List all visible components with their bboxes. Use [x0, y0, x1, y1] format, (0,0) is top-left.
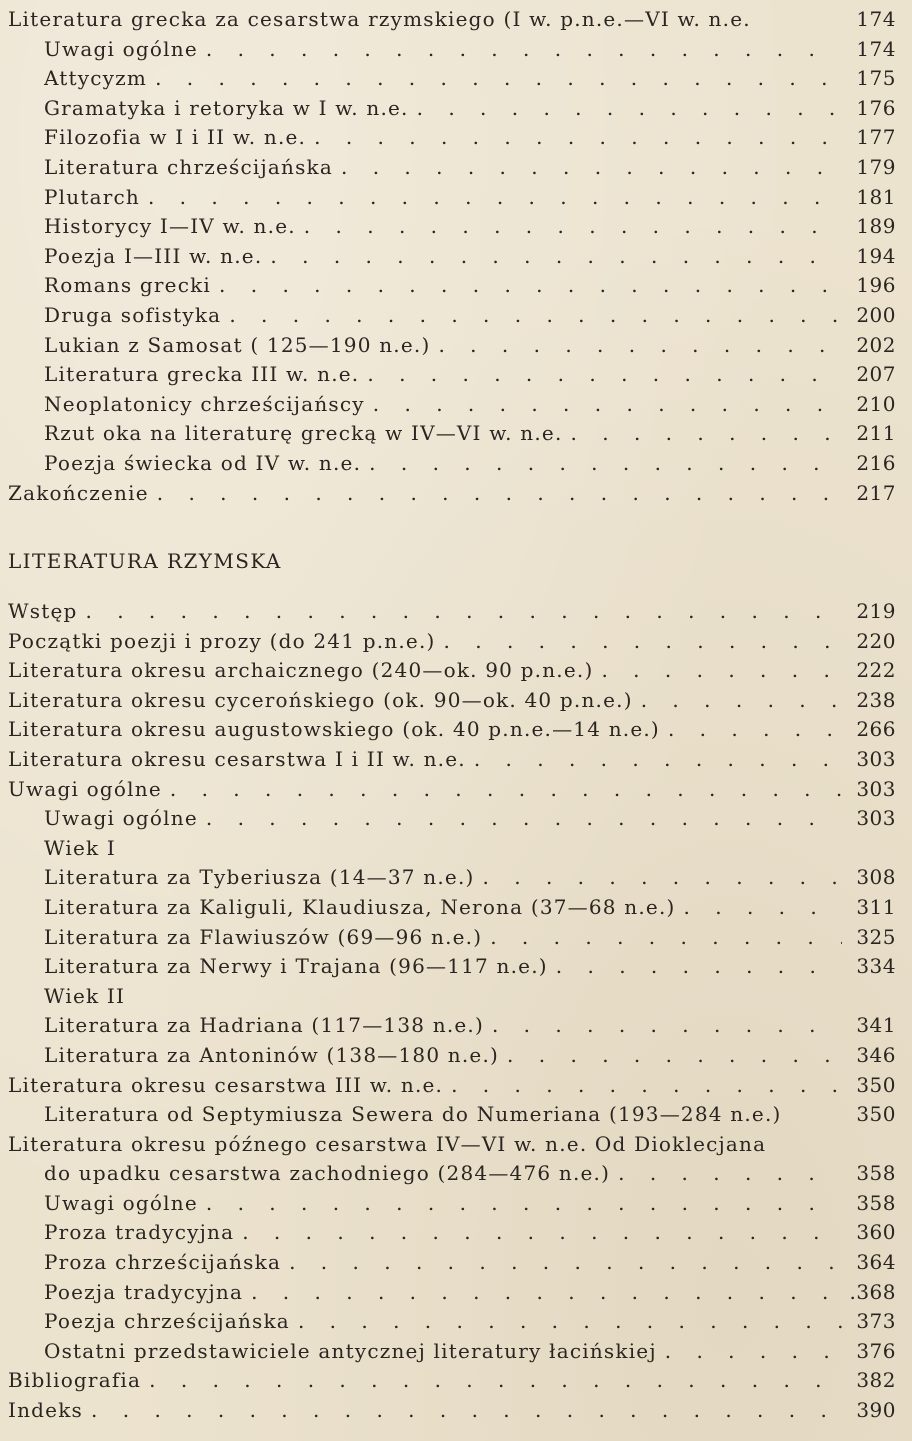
- toc-entry-title: Romans grecki: [44, 273, 212, 298]
- toc-entry: [0, 360, 912, 390]
- toc-entry-text: [44, 64, 842, 94]
- toc-entry-title: Poezja tradycyjna: [44, 1279, 244, 1304]
- toc-entry-title: Literatura okresu cycerońskiego (ok. 90—ok. 40 p.n.e.): [8, 687, 633, 712]
- toc-entry-title: Poezja chrześcijańska: [44, 1309, 290, 1334]
- toc-page-number: 175: [856, 66, 896, 91]
- toc-entry-text: [44, 360, 842, 390]
- toc-page-number: 266: [856, 717, 896, 742]
- toc-entry: [0, 686, 912, 716]
- toc-entry-title: Proza tradycyjna: [44, 1220, 235, 1245]
- toc-entry-text: [44, 331, 842, 361]
- toc-entry-title: Literatura okresu późnego cesarstwa IV—VI w. n.e. Od Dioklecjana: [8, 1131, 767, 1156]
- toc-entry-text: [44, 863, 842, 893]
- toc-entry-text: [44, 301, 842, 331]
- toc-entry: [0, 1218, 912, 1248]
- toc-entry-title: Bibliografia: [8, 1368, 142, 1393]
- toc-page-number: 177: [856, 125, 896, 150]
- toc-entry: [0, 5, 912, 35]
- toc-entry: [0, 1337, 912, 1367]
- toc-entry-title: Poezja I—III w. n.e.: [44, 243, 263, 268]
- toc-entry: [0, 183, 912, 213]
- dot-leader: [206, 1189, 842, 1219]
- toc-entry: [0, 1011, 912, 1041]
- toc-page-number: 360: [856, 1220, 896, 1245]
- toc-entry: [0, 982, 912, 1012]
- toc-entry: [0, 479, 912, 509]
- dot-leader: [483, 863, 842, 893]
- toc-entry-title: Literatura okresu cesarstwa III w. n.e.: [8, 1072, 444, 1097]
- dot-leader: [601, 656, 842, 686]
- dot-leader: [298, 1307, 842, 1337]
- toc-entry-text: [44, 419, 842, 449]
- toc-entry-title: Ostatni przedstawiciele antycznej literatury łacińskiej: [44, 1338, 657, 1363]
- dot-leader: [251, 1278, 842, 1308]
- toc-page-number: 376: [856, 1338, 896, 1363]
- toc-entry-text: [44, 1189, 842, 1219]
- toc-entry: [0, 153, 912, 183]
- toc-entry-title: Rzut oka na literaturę grecką w IV—VI w. n.e.: [44, 421, 563, 446]
- toc-page-number: 303: [856, 776, 896, 801]
- toc-entry: [0, 331, 912, 361]
- toc-entry-text: [44, 212, 842, 242]
- section-heading-roman-literature: LITERATURA RZYMSKA: [8, 549, 282, 573]
- dot-leader: [157, 479, 842, 509]
- toc-entry-title: Literatura od Septymiusza Sewera do Numeriana (193—284 n.e.): [44, 1102, 782, 1127]
- toc-page-number: 382: [856, 1368, 896, 1393]
- toc-entry-title: Wiek II: [44, 983, 126, 1008]
- toc-entry-title: Literatura za Tyberiusza (14—37 n.e.): [44, 865, 475, 890]
- toc-page-number: 174: [856, 36, 896, 61]
- toc-page-number: 303: [856, 806, 896, 831]
- toc-entry-title: Literatura grecka za cesarstwa rzymskiego (I w. p.n.e.—VI w. n.e.: [8, 7, 751, 31]
- toc-page-number: 325: [856, 924, 896, 949]
- toc-entry-text: [8, 479, 842, 509]
- dot-leader: [367, 360, 842, 390]
- dot-leader: [242, 1218, 842, 1248]
- toc-entry: [0, 745, 912, 775]
- toc-entry-title: Wiek I: [44, 835, 117, 860]
- toc-entry: [0, 1307, 912, 1337]
- toc-entry: [0, 834, 912, 864]
- toc-entry-text: [8, 1071, 842, 1101]
- toc-entry: [0, 627, 912, 657]
- toc-page-number: 350: [856, 1102, 896, 1127]
- toc-entry: [0, 1189, 912, 1219]
- toc-page-number: 217: [856, 480, 896, 505]
- toc-entry-text: [44, 1100, 842, 1130]
- dot-leader: [270, 242, 842, 272]
- toc-entry-title: Literatura za Flawiuszów (69—96 n.e.): [44, 924, 483, 949]
- toc-entry-text: [44, 123, 842, 153]
- toc-entry-text: [44, 923, 842, 953]
- toc-page-number: 238: [856, 687, 896, 712]
- toc-entry-text: [8, 656, 842, 686]
- toc-page-number: 373: [856, 1309, 896, 1334]
- dot-leader: [373, 390, 842, 420]
- toc-entry-text: [8, 597, 842, 627]
- toc-entry-title: Gramatyka i retoryka w I w. n.e.: [44, 95, 409, 120]
- dot-leader: [148, 183, 842, 213]
- toc-entry-title: Lukian z Samosat ( 125—190 n.e.): [44, 332, 431, 357]
- toc-entry-title: Wstęp: [8, 599, 78, 623]
- toc-entry-title: Początki poezji i prozy (do 241 p.n.e.): [8, 628, 436, 653]
- dot-leader: [341, 153, 842, 183]
- toc-entry-text: [44, 952, 842, 982]
- toc-entry-text: [8, 5, 842, 35]
- toc-page-number: 308: [856, 865, 896, 890]
- toc-entry: [0, 419, 912, 449]
- dot-leader: [438, 331, 842, 361]
- toc-page-number: 211: [856, 421, 896, 446]
- toc-entry-text: [44, 94, 842, 124]
- toc-entry: [0, 1041, 912, 1071]
- toc-entry: [0, 1071, 912, 1101]
- toc-entry: [0, 301, 912, 331]
- toc-entry-text: [8, 686, 842, 716]
- toc-entry-title: Literatura za Hadriana (117—138 n.e.): [44, 1013, 484, 1038]
- toc-entry-title: Literatura chrześcijańska: [44, 154, 333, 179]
- toc-entry-title: Literatura za Antoninów (138—180 n.e.): [44, 1042, 500, 1067]
- toc-entry: [0, 35, 912, 65]
- toc-entry: [0, 449, 912, 479]
- toc-entry: [0, 1248, 912, 1278]
- dot-leader: [289, 1248, 842, 1278]
- toc-entry-text: [44, 1278, 842, 1308]
- toc-page-number: 219: [856, 599, 896, 623]
- toc-entry-title: Uwagi ogólne: [8, 776, 162, 801]
- dot-leader: [665, 1337, 842, 1367]
- toc-entry-title: Indeks: [8, 1398, 84, 1423]
- toc-page-number: 194: [856, 243, 896, 268]
- toc-entry-text: [44, 982, 842, 1012]
- toc-entry-text: [44, 1159, 842, 1189]
- toc-page-number: 176: [856, 95, 896, 120]
- toc-entry-text: [8, 627, 842, 657]
- toc-entry-text: [44, 834, 842, 864]
- toc-entry: [0, 123, 912, 153]
- toc-entry-text: [44, 35, 842, 65]
- toc-entry-text: [44, 183, 842, 213]
- toc-entry-title: do upadku cesarstwa zachodniego (284—476 n.e.): [44, 1161, 611, 1186]
- toc-entry-title: Proza chrześcijańska: [44, 1250, 282, 1275]
- toc-entry: [0, 242, 912, 272]
- toc-entry: [0, 597, 912, 627]
- toc-entry-title: Literatura okresu cesarstwa I i II w. n.e.: [8, 746, 466, 771]
- toc-entry: [0, 1278, 912, 1308]
- roman-literature-toc: [0, 597, 912, 1426]
- toc-entry-title: Druga sofistyka: [44, 302, 222, 327]
- toc-page-number: 207: [856, 362, 896, 387]
- dot-leader: [492, 1011, 842, 1041]
- toc-page-number: 358: [856, 1161, 896, 1186]
- dot-leader: [618, 1159, 842, 1189]
- toc-entry-text: [44, 242, 842, 272]
- toc-entry: [0, 656, 912, 686]
- dot-leader: [91, 1396, 842, 1426]
- dot-leader: [490, 923, 842, 953]
- toc-entry-title: Literatura za Nerwy i Trajana (96—117 n.e.): [44, 954, 548, 979]
- toc-entry: [0, 715, 912, 745]
- toc-entry-text: [44, 153, 842, 183]
- toc-entry-text: [44, 271, 842, 301]
- toc-entry: [0, 271, 912, 301]
- toc-entry-title: Plutarch: [44, 184, 140, 209]
- toc-entry-title: Uwagi ogólne: [44, 806, 198, 831]
- toc-entry-text: [44, 1218, 842, 1248]
- toc-page-number: 216: [856, 450, 896, 475]
- dot-leader: [229, 301, 842, 331]
- toc-entry-text: [44, 893, 842, 923]
- toc-entry: [0, 390, 912, 420]
- toc-entry-text: [8, 745, 842, 775]
- toc-entry: [0, 775, 912, 805]
- toc-entry-text: [44, 804, 842, 834]
- toc-page-number: 174: [856, 7, 896, 31]
- toc-page-number: 222: [856, 658, 896, 683]
- toc-page-number: 334: [856, 954, 896, 979]
- toc-entry-text: [44, 1248, 842, 1278]
- dot-leader: [314, 123, 842, 153]
- toc-page-number: 179: [856, 154, 896, 179]
- toc-entry-title: Uwagi ogólne: [44, 1190, 198, 1215]
- toc-page-number: 181: [856, 184, 896, 209]
- toc-entry-text: [44, 1041, 842, 1071]
- dot-leader: [451, 1071, 842, 1101]
- toc-entry-text: [8, 1130, 842, 1160]
- dot-leader: [206, 35, 842, 65]
- toc-page-number: 358: [856, 1190, 896, 1215]
- toc-page-number: 210: [856, 391, 896, 416]
- toc-entry: [0, 1366, 912, 1396]
- toc-entry-title: Historycy I—IV w. n.e.: [44, 214, 296, 239]
- dot-leader: [86, 597, 843, 627]
- dot-leader: [206, 804, 842, 834]
- toc-entry: [0, 1396, 912, 1426]
- toc-entry-text: [8, 1396, 842, 1426]
- dot-leader: [571, 419, 842, 449]
- toc-entry-text: [44, 1011, 842, 1041]
- toc-page-number: 364: [856, 1250, 896, 1275]
- toc-entry: [0, 1130, 912, 1160]
- dot-leader: [417, 94, 842, 124]
- dot-leader: [304, 212, 842, 242]
- toc-page-number: 196: [856, 273, 896, 298]
- toc-entry-title: Neoplatonicy chrześcijańscy: [44, 391, 365, 416]
- toc-entry: [0, 1100, 912, 1130]
- toc-entry-title: Uwagi ogólne: [44, 36, 198, 61]
- toc-entry: [0, 863, 912, 893]
- toc-entry-title: Attycyzm: [44, 66, 148, 91]
- toc-entry-title: Literatura za Kaliguli, Klaudiusza, Nerona (37—68 n.e.): [44, 894, 676, 919]
- toc-entry: [0, 952, 912, 982]
- toc-entry: [0, 212, 912, 242]
- toc-entry: [0, 94, 912, 124]
- toc-entry-title: Literatura okresu augustowskiego (ok. 40 p.n.e.—14 n.e.): [8, 717, 660, 742]
- toc-entry-text: [44, 1337, 842, 1367]
- toc-entry-title: Poezja świecka od IV w. n.e.: [44, 450, 362, 475]
- toc-page-number: 303: [856, 746, 896, 771]
- toc-page-number: 341: [856, 1013, 896, 1038]
- toc-entry-text: [8, 715, 842, 745]
- toc-entry: [0, 64, 912, 94]
- toc-page-number: 311: [856, 894, 896, 919]
- toc-page-number: 390: [856, 1398, 896, 1423]
- toc-entry: [0, 804, 912, 834]
- toc-page-number: 200: [856, 302, 896, 327]
- dot-leader: [444, 627, 842, 657]
- toc-entry-title: Literatura grecka III w. n.e.: [44, 362, 360, 387]
- dot-leader: [149, 1366, 842, 1396]
- dot-leader: [507, 1041, 842, 1071]
- toc-page-number: 220: [856, 628, 896, 653]
- dot-leader: [170, 775, 842, 805]
- dot-leader: [556, 952, 842, 982]
- toc-entry: [0, 1159, 912, 1189]
- dot-leader: [641, 686, 842, 716]
- dot-leader: [684, 893, 842, 923]
- dot-leader: [668, 715, 842, 745]
- dot-leader: [219, 271, 842, 301]
- toc-entry-title: Zakończenie: [8, 480, 149, 505]
- dot-leader: [155, 64, 842, 94]
- dot-leader: [474, 745, 842, 775]
- toc-page-number: 189: [856, 214, 896, 239]
- greek-literature-toc: [0, 5, 912, 508]
- toc-entry-text: [44, 390, 842, 420]
- toc-page-number: .368: [849, 1279, 896, 1304]
- toc-entry-text: [44, 1307, 842, 1337]
- toc-page-number: 350: [856, 1072, 896, 1097]
- toc-entry-title: Filozofia w I i II w. n.e.: [44, 125, 307, 150]
- toc-entry-text: [8, 1366, 842, 1396]
- dot-leader: [369, 449, 842, 479]
- toc-page-number: 202: [856, 332, 896, 357]
- toc-entry: [0, 923, 912, 953]
- toc-entry-text: [8, 775, 842, 805]
- toc-entry: [0, 893, 912, 923]
- toc-entry-text: [44, 449, 842, 479]
- toc-entry-title: Literatura okresu archaicznego (240—ok. 90 p.n.e.): [8, 658, 594, 683]
- toc-page-number: 346: [856, 1042, 896, 1067]
